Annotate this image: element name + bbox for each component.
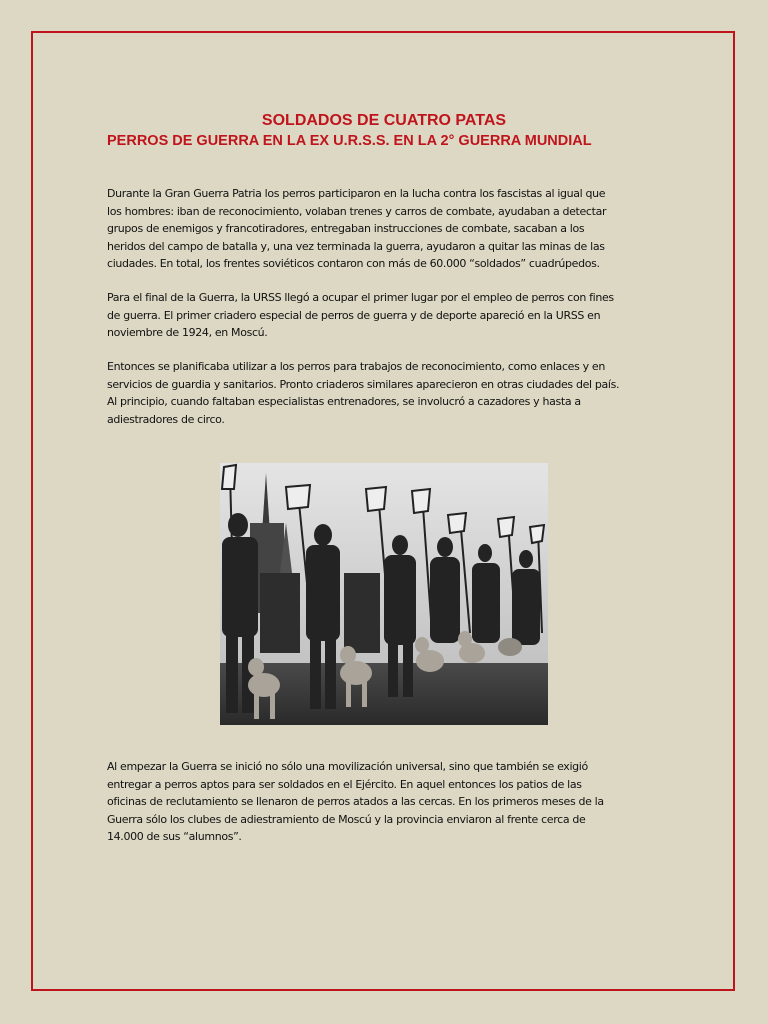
paragraph-line: oficinas de reclutamiento se llenaron de perros atados a las cercas. En los primeros meses de la [107, 795, 604, 808]
paragraph-line: Guerra sólo los clubes de adiestramiento de Moscú y la provincia enviaron al frente cerca de [107, 812, 586, 826]
paragraph-line: heridos del campo de batalla y, una vez terminada la guerra, ayudaron a quitar las minas de las [107, 239, 605, 253]
paragraph-line: entregar a perros aptos para ser soldados en el Ejército. En aquel entonces los patios de las [107, 777, 582, 791]
page-subtitle: PERROS DE GUERRA EN LA EX U.R.S.S. EN LA 2° GUERRA MUNDIAL [107, 133, 592, 149]
paragraph-line: los hombres: iban de reconocimiento, volaban trenes y carros de combate, ayudaban a detectar [107, 204, 607, 218]
photo-illustration [220, 463, 548, 725]
paragraph-line: noviembre de 1924, en Moscú. [107, 326, 268, 339]
paragraph-line: 14.000 de sus “alumnos”. [107, 830, 242, 843]
page-title: SOLDADOS DE CUATRO PATAS [261, 112, 507, 129]
soldiers-with-dogs-photo [220, 463, 548, 725]
paragraph-3 [107, 358, 667, 428]
paragraph-line: Al empezar la Guerra se inició no sólo una movilización universal, sino que también se exigió [107, 760, 588, 773]
paragraph-line: grupos de enemigos y francotiradores, entregaban instrucciones de combate, sacaban a los [107, 222, 585, 235]
paragraph-line: Entonces se planificaba utilizar a los perros para trabajos de reconocimiento, como enlaces y en [107, 360, 605, 373]
paragraph-1 [107, 185, 667, 273]
paragraph-4 [107, 758, 667, 846]
paragraph-line: adiestradores de circo. [107, 412, 225, 426]
paragraph-line: Durante la Gran Guerra Patria los perros participaron en la lucha contra los fascistas al igual que [107, 187, 606, 200]
paragraph-line: ciudades. En total, los frentes soviéticos contaron con más de 60.000 “soldados” cuadrúpedos. [107, 257, 600, 270]
paragraph-line: Al principio, cuando faltaban especialistas entrenadores, se involucró a cazadores y hasta a [107, 395, 581, 408]
paragraph-line: servicios de guardia y sanitarios. Pronto criaderos similares aparecieron en otras ciudades del país. [107, 377, 620, 391]
paragraph-line: de guerra. El primer criadero especial de perros de guerra y de deporte apareció en la URSS en [107, 308, 601, 322]
paragraph-line: Para el final de la Guerra, la URSS llegó a ocupar el primer lugar por el empleo de perros con fines [107, 291, 614, 304]
paragraph-2 [107, 289, 667, 342]
